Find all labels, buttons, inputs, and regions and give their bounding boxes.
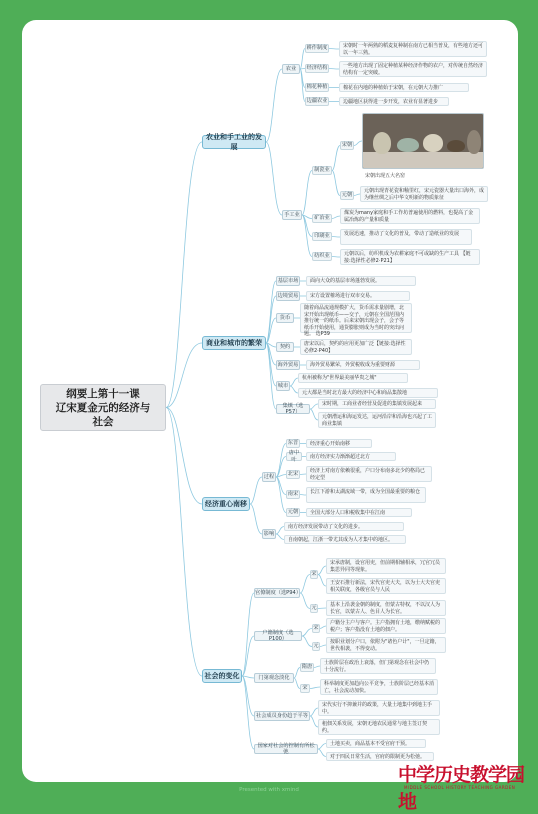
leaf-yuan-bureaucracy: 基本上沿袭金朝的制度，但蒙古特权，不以汉人为长官，以蒙古人、色目人为长官。 (326, 600, 446, 616)
node-agriculture[interactable]: 农业 (282, 64, 300, 74)
node-sui-tang[interactable]: 隋唐 (301, 664, 313, 671)
photo-shelf (363, 152, 483, 168)
leaf-yuan-shift: 全国大部分人口和税收集中在江南 (306, 508, 412, 517)
brand-subtitle: MIDDLE SCHOOL HISTORY TEACHING GARDEN (404, 785, 516, 790)
node-yuan-bureaucracy[interactable]: 元 (311, 605, 317, 612)
node-song-household[interactable]: 宋 (313, 625, 319, 632)
branch-society[interactable]: 社会的变化 (202, 669, 242, 683)
leaf-influence-talent: 自南朝起，江浙一带尤其成为人才集中的地区。 (284, 535, 406, 544)
node-song-lineage[interactable]: 宋 (300, 684, 310, 693)
vase-1 (373, 132, 391, 154)
leaf-song-household: 户籍分主户与客户。主户指拥有土地，缴纳赋税的税户；客户指没有土地的佃户。 (326, 618, 446, 634)
node-border-trade[interactable]: 边境贸易 (276, 291, 300, 301)
node-eastern-jin[interactable]: 东晋 (287, 440, 299, 447)
node-frontier-agriculture[interactable]: 边疆农业 (306, 98, 328, 105)
leaf-printing: 发展迅速，推动了文化的普及，带动了造纸业的发展 (340, 229, 472, 245)
branch-commerce[interactable]: 商业和城市的繁荣 (202, 336, 266, 350)
root-topic[interactable]: 纲要上第十一课 辽宋夏金元的经济与 社会 (40, 384, 166, 431)
bowl-3 (423, 134, 443, 152)
leaf-farming-system: 宋朝时一年两熟的稻麦复种制在南方已相当普及，有些地方还可以一年三熟。 (339, 41, 487, 57)
node-currency[interactable]: 货币 (276, 313, 294, 323)
node-state-control[interactable]: 国家对社会的控制有所松弛 (254, 744, 318, 754)
leaf-status-equality-a: 宋代实行不抑兼并的政策，大量土地集中到地主手中。 (318, 700, 440, 716)
leaf-status-equality-b: 租佃关系发展，宋朝无地农民通常与地主签订契约。 (318, 719, 440, 735)
branch-agriculture[interactable]: 农业和手工业的发展 (202, 135, 266, 149)
leaf-contract: 唐宋以后，契约的应用更加广泛【链接:选择性必修2·P40】 (300, 339, 412, 355)
leaf-eastern-jin: 经济重心开始南移 (306, 439, 372, 448)
node-lineage-decline[interactable]: 门第观念淡化 (254, 673, 294, 683)
vase-5 (467, 130, 481, 154)
bowl-4 (447, 140, 465, 152)
node-northern-song[interactable]: 北宋 (287, 471, 299, 478)
leaf-economic-structure: 一些地方出现了固定种植某种经济作物的农户，对传统自然经济结构有一定突破。 (339, 61, 487, 77)
node-market-town[interactable]: 集镇（选P57） (276, 404, 310, 414)
leaf-currency: 随着商品流通规模扩大，货币需求量剧增，北宋开始出现纸币——交子，元朝在全国范围内推行统一的纸币。后来宋朝出现会子，会子等纸币开始使用，通货膨胀则成为当时的突出问题。 选P39 (300, 303, 412, 333)
leaf-influence-culture: 南方经济发展带动了文化的进步。 (284, 522, 404, 531)
node-porcelain[interactable]: 制瓷业 (312, 166, 332, 175)
node-printing[interactable]: 印刷业 (312, 232, 332, 241)
node-economic-structure[interactable]: 经济结构 (306, 65, 328, 72)
node-yuan-porcelain[interactable]: 元朝 (341, 192, 353, 199)
node-city[interactable]: 城市 (276, 381, 290, 391)
node-status-equality[interactable]: 社会成员身份趋于平等 (254, 711, 310, 721)
node-influence[interactable]: 影响 (262, 529, 276, 539)
node-contract[interactable]: 契约 (276, 342, 294, 352)
leaf-southern-song: 长江下游和太湖流域一带，成为全国最重要的粮仓 (306, 487, 426, 503)
footer-credit: Presented with xmind (239, 787, 299, 793)
leaf-market-town-song: 宋时期，工商业者经营及促进的集镇发展起来 (318, 399, 436, 409)
node-southern-song[interactable]: 南宋 (287, 491, 299, 498)
node-farming-system[interactable]: 耕作制度 (306, 45, 328, 52)
leaf-song-bureaucracy-b: 王安石推行新法，宋代官吏大夫，以为士大夫官吏相关联度，各级官员与人民 (326, 578, 446, 594)
node-overseas-trade[interactable]: 海外贸易 (276, 360, 300, 370)
node-yuan-shift[interactable]: 元朝 (287, 509, 299, 516)
leaf-song-bureaucracy-a: 宋承唐制，设官用吏，但前期相辅相承，冗官冗员集思异同等现象。 (326, 558, 446, 574)
leaf-overseas-trade: 海外贸易繁荣，外贸税收成为重要财源 (306, 360, 420, 370)
photo-caption: 宋朝出现五大名窑 (365, 173, 406, 179)
leaf-basic-market: 面向大众的基层市场蓬勃发展。 (306, 276, 416, 286)
leaf-market-town-yuan: 元朝漕运和海运发达，运河沿岸和沿海也兴起了工商业集镇 (318, 412, 436, 428)
node-mining[interactable]: 矿冶业 (312, 214, 332, 223)
leaf-sui-tang: 士族阶层在政治上衰落，但门第观念在社会中仍十分流行。 (320, 658, 436, 674)
node-household-system[interactable]: 户籍制度（选P100） (254, 631, 302, 641)
leaf-dadu: 元大都是当时北方最大的经济中心和商品集散地 (298, 388, 438, 398)
leaf-state-control-b: 对于四民日常生活，官府的限制更为松弛。 (326, 752, 434, 761)
leaf-cotton: 棉花在内地的种植始于宋朝，在元朝大力推广 (339, 83, 469, 92)
node-mid-tang[interactable]: 唐中叶 (286, 452, 302, 461)
leaf-northern-song: 经济上对南方依赖很重，户口分布南多北少的格局已经定型 (306, 466, 432, 482)
brand-logo: 中学历史教学园地 (398, 764, 525, 813)
branch-economic-shift[interactable]: 经济重心南移 (202, 497, 250, 511)
node-basic-market[interactable]: 基层市场 (276, 276, 300, 286)
node-bureaucracy[interactable]: 官僚制度（选P94） (254, 588, 300, 598)
leaf-border-trade: 宋方设置榷场进行双市交易。 (306, 291, 410, 301)
node-textile[interactable]: 纺织业 (312, 252, 332, 261)
bowl-2 (397, 138, 419, 152)
leaf-yuan-porcelain: 元朝出现青花瓷和釉里红，宋元瓷器大量出口海外，成为继丝绸之后中华文明新的物质象征 (360, 186, 488, 202)
leaf-textile: 元朝以后，纺织机成为农耕家庭不可或缺的生产工具 【链接:选择性必修2·P21】 (340, 249, 480, 265)
leaf-mid-tang: 南方经济实力渐渐超过北方 (306, 452, 396, 461)
leaf-state-control-a: 土地买卖，商品基本不受官府干预。 (326, 739, 426, 748)
leaf-frontier-agriculture: 边疆地区获得进一步开发，农业有显著进步 (339, 97, 449, 106)
node-process[interactable]: 过程 (262, 472, 276, 482)
leaf-song-lineage: 科举制度更加趋向公平竞争，士族阶层已经基本消亡，社会流动加快。 (320, 679, 438, 695)
node-handicraft[interactable]: 手工业 (282, 210, 302, 220)
porcelain-photo (362, 113, 484, 169)
node-cotton[interactable]: 棉花种植 (306, 84, 328, 91)
leaf-yuan-household: 按职业划分户口，依附为"诸色户计"，一旦定籍，世代相袭，不得变动。 (326, 637, 446, 653)
leaf-hangzhou: 杭州被称为"世界最美丽华贵之城" (298, 373, 408, 383)
node-song-bureaucracy[interactable]: 宋 (311, 571, 317, 578)
node-song-porcelain[interactable]: 宋朝 (341, 142, 353, 149)
node-yuan-household[interactable]: 元 (313, 643, 319, 650)
leaf-mining: 煤炭为many家庭和手工作坊普遍使用的燃料，也提高了金属冶炼的产量和质量 (340, 208, 480, 224)
